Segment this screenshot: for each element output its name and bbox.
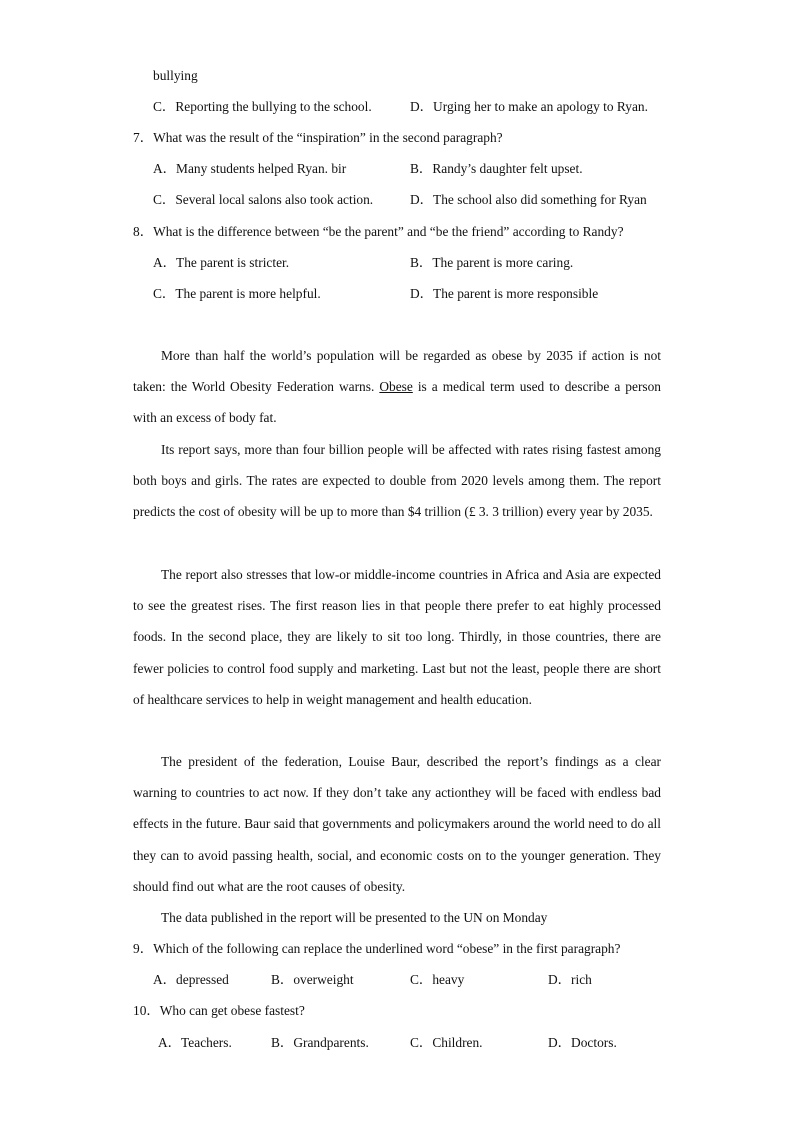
- q8-option-b: B．The parent is more caring.: [410, 255, 574, 270]
- q8-question: 8．What is the difference between “be the parent” and “be the friend” according to Randy?: [133, 224, 624, 239]
- q7-option-d: D．The school also did something for Ryan: [410, 192, 647, 207]
- q10-option-b: B．Grandparents.: [271, 1035, 369, 1050]
- q9-option-b: B．overweight: [271, 972, 354, 987]
- passage-p2-text: Its report says, more than four billion people will be affected with rates rising fastest among both boys and girls. The rates are expected to double from 2020 levels among them. The report predicts the cost of obesity will be up to more than $4 trillion (£ 3. 3 trillion) every year by 2035.: [133, 442, 661, 520]
- passage-paragraph-1: [133, 340, 661, 434]
- q7-option-a: A．Many students helped Ryan. bir: [153, 161, 347, 176]
- q6-option-b-continuation: bullying: [153, 68, 198, 83]
- q9-question: 9．Which of the following can replace the underlined word “obese” in the first paragraph?: [133, 941, 621, 956]
- q10-option-c: C．Children.: [410, 1035, 483, 1050]
- passage-p3-text: The report also stresses that low-or middle-income countries in Africa and Asia are expected to see the greatest rises. The first reason lies in that people there prefer to eat highly processed foods. In the second place, they are likely to sit too long. Thirdly, in those countries, there are fewer policies to control food supply and marketing. Last but not the least, people there are short of healthcare services to help in weight management and health education.: [133, 567, 661, 707]
- q10-option-a: A．Teachers.: [158, 1035, 232, 1050]
- underlined-word-obese: Obese: [379, 379, 413, 395]
- passage-paragraph-2: [133, 434, 661, 528]
- q9-option-c: C．heavy: [410, 972, 465, 987]
- passage-p1-text-end: is a medical term used to describe a person with an excess of body fat.: [133, 379, 661, 426]
- q10-option-d: D．Doctors.: [548, 1035, 617, 1050]
- passage-p1-text-start: More than half the world’s population will be regarded as obese by 2035 if action is not taken: the World Obesity Federation warns.: [133, 348, 661, 395]
- q8-option-d: D．The parent is more responsible: [410, 286, 599, 301]
- q9-option-d: D．rich: [548, 972, 592, 987]
- q6-option-c: C．Reporting the bullying to the school.: [153, 99, 372, 114]
- passage-paragraph-4: [133, 746, 661, 902]
- passage-p5-text: The data published in the report will be presented to the UN on Monday: [161, 910, 548, 925]
- q8-option-a: A．The parent is stricter.: [153, 255, 290, 270]
- q7-option-c: C．Several local salons also took action.: [153, 192, 374, 207]
- q9-option-a: A．depressed: [153, 972, 229, 987]
- passage-paragraph-3: [133, 559, 661, 715]
- q10-question: 10．Who can get obese fastest?: [133, 1003, 305, 1018]
- q7-question: 7．What was the result of the “inspiration” in the second paragraph?: [133, 130, 503, 145]
- q7-option-b: B．Randy’s daughter felt upset.: [410, 161, 583, 176]
- passage-p4-text: The president of the federation, Louise Baur, described the report’s findings as a clear warning to countries to act now. If they don’t take any actionthey will be faced with endless bad effects in the future. Baur said that governments and policymakers around the world need to do all they can to avoid passing health, social, and economic costs on to the younger generation. They should find out what are the root causes of obesity.: [133, 754, 661, 894]
- q8-option-c: C．The parent is more helpful.: [153, 286, 321, 301]
- q6-option-d: D．Urging her to make an apology to Ryan.: [410, 99, 648, 114]
- passage-paragraph-5: [133, 902, 661, 933]
